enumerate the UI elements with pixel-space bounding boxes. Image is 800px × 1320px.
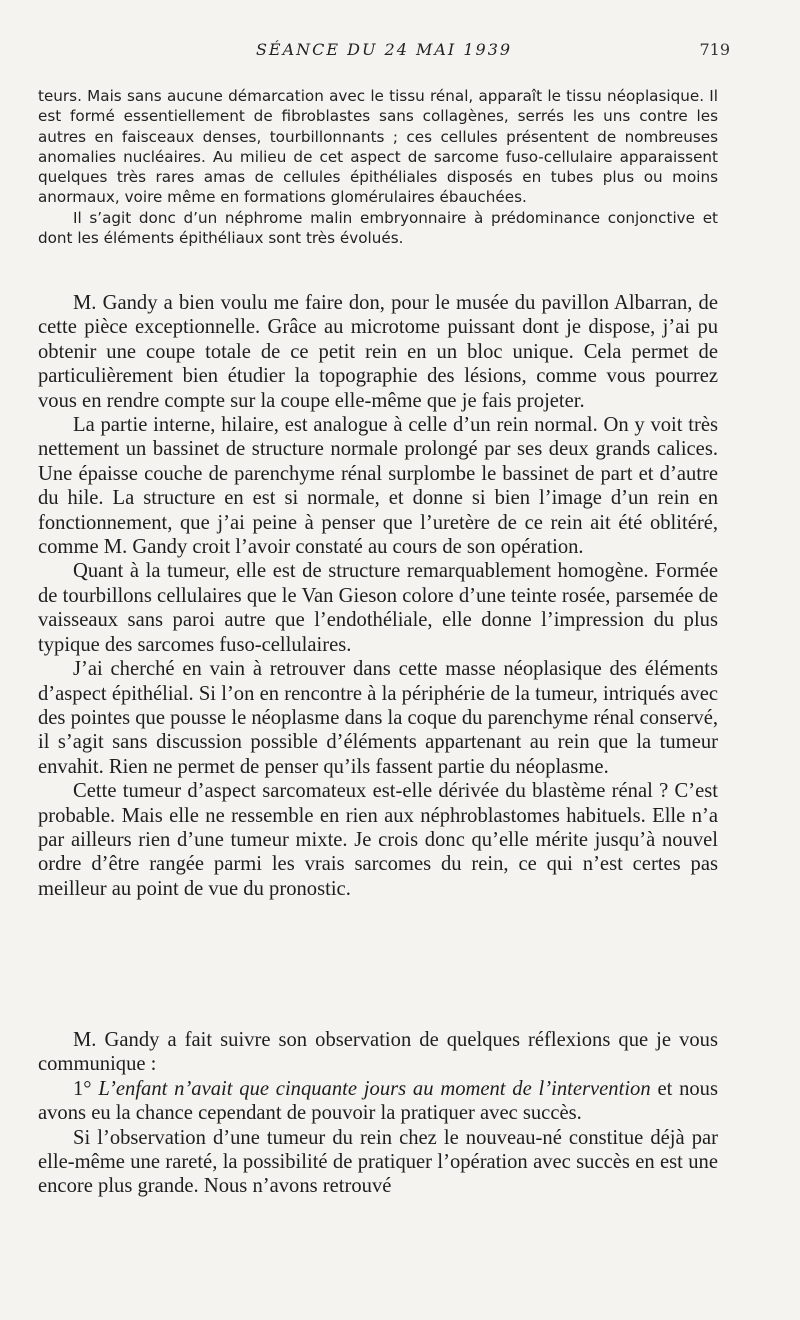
paragraph: Cette tumeur d’aspect sarcomateux est-elle dérivée du blastème rénal ? C’est probable. Mais elle ne ressemble en rien aux néphroblastomes habituels. Elle n’a par ailleurs rien d’une tumeur mixte. Je crois donc qu’elle mérite jusqu’à nouvel ordre d’être rangée parmi les vrais sarcomes du rein, ce qui n’est certes pas meilleur au point de vue du pronostic. [38, 780, 718, 900]
paragraph: La partie interne, hilaire, est analogue à celle d’un rein normal. On y voit très nettement un bassinet de structure normale prolongé par ses deux grands calices. Une épaisse couche de parenchyme rénal surplombe le bassinet de part et d’autre du hile. La structure en est si normale, et donne si bien l’image d’un rein en fonctionnement, que j’ai peine à penser que l’uretère de ce rein ait été oblitéré, comme M. Gandy croit l’avoir constaté au cours de son opération. [38, 414, 718, 559]
paragraph-numbered [38, 1077, 718, 1126]
section-tumor-histology [38, 86, 718, 248]
paragraph: Si l’observation d’une tumeur du rein chez le nouveau-né constitue déjà par elle-même une rareté, la possibilité de pratiquer l’opération avec succès en est une encore plus grande. Nous n’avons retrouvé [38, 1126, 718, 1198]
paragraph: M. Gandy a fait suivre son observation de quelques réflexions que je vous communique : [38, 1029, 718, 1076]
paragraph-continuation: et nous avons eu la chance cependant de pouvoir la pratiquer avec succès. [38, 1077, 718, 1125]
paragraph: Quant à la tumeur, elle est de structure remarquablement homogène. Formée de tourbillons cellulaires que le Van Gieson colore d’une teinte rosée, parsemée de vaisseaux sans paroi autre que l’endothéliale, elle donne l’impression du plus typique des sarcomes fuso-cellulaires. [38, 560, 718, 656]
paragraph: Il s’agit donc d’un néphrome malin embryonnaire à prédominance conjonctive et dont les éléments épithéliaux sont très évolués. [38, 208, 718, 248]
paragraph: teurs. Mais sans aucune démarcation avec le tissu rénal, apparaît le tissu néoplasique. Il est formé essentiellement de fibroblastes sans collagènes, serrés les uns contre les autres en faisceaux denses, tourbillonnants ; ces cellules présentent de nombreuses anomalies nucléaires. Au milieu de cet aspect de sarcome fuso-cellulaire apparaissent quelques très rares amas de cellules épithéliales disposés en tubes plus ou moins anormaux, voire même en formations glomérulaires ébauchées. [38, 87, 718, 207]
page-number: 719 [699, 40, 730, 59]
italic-phrase: L’enfant n’avait que cinquante jours au moment de l’intervention [98, 1077, 651, 1100]
running-title: SÉANCE DU 24 MAI 1939 [255, 40, 513, 59]
paragraph: M. Gandy a bien voulu me faire don, pour le musée du pavillon Albarran, de cette pièce exceptionnelle. Grâce au microtome puissant dont je dispose, j’ai pu obtenir une coupe totale de ce petit rein en un bloc unique. Cela permet de particulièrement bien étudier la topographie des lésions, comme vous pourrez vous en rendre compte sur la coupe elle-même que je fais projeter. [38, 292, 718, 412]
paragraph: J’ai cherché en vain à retrouver dans cette masse néoplasique des éléments d’aspect épithélial. Si l’on en rencontre à la périphérie de la tumeur, intriqués avec des pointes que pousse le néoplasme dans la coque du parenchyme rénal conservé, il s’agit sans discussion possible d’éléments appartenant au rein que la tumeur envahit. Rien ne permet de penser qu’ils fassent partie du néoplasme. [38, 658, 718, 778]
page-header [38, 40, 730, 64]
section-gandy-reflections [38, 1028, 718, 1199]
section-specimen-discussion [38, 291, 718, 901]
list-number: 1° [73, 1077, 92, 1100]
